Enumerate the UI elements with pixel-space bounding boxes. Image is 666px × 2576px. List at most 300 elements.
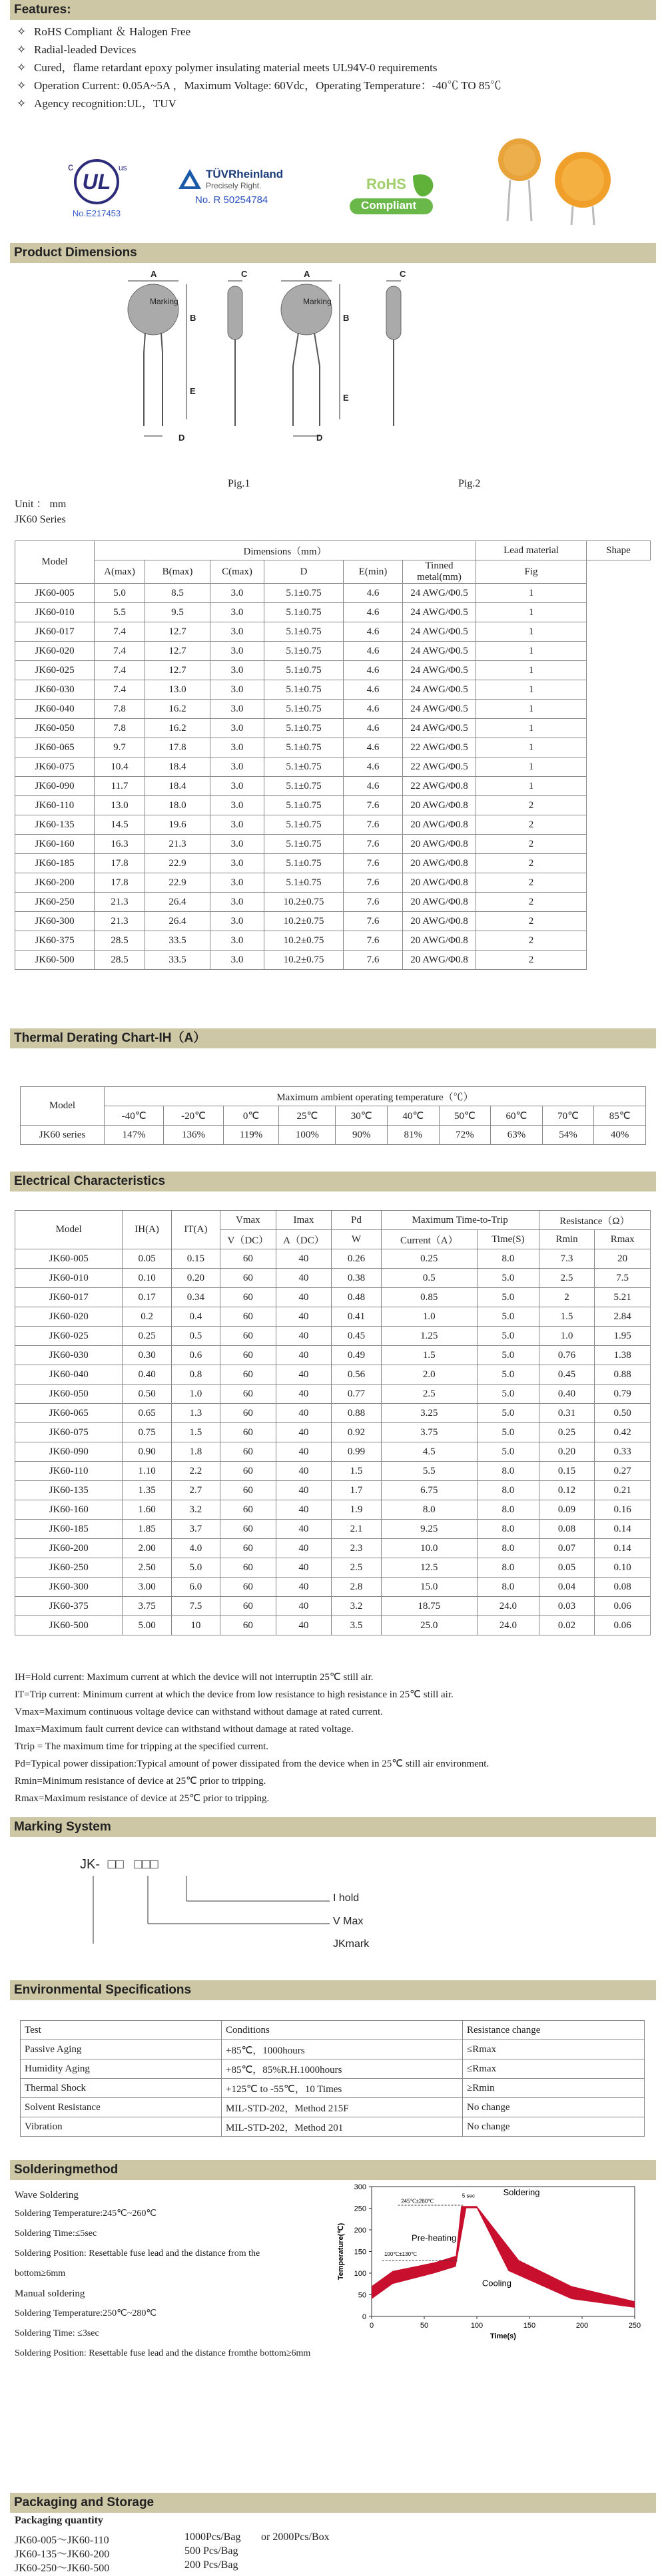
elec-cell-imax: 40 xyxy=(276,1578,332,1597)
elec-cell-ih: 1.60 xyxy=(123,1500,171,1520)
dim-cell-d: 5.1±0.75 xyxy=(264,622,344,642)
dim-cell-b: 22.9 xyxy=(145,854,210,873)
thermal-value: 100% xyxy=(279,1126,336,1145)
elec-cell-rmax: 20 xyxy=(595,1249,651,1269)
elec-cell-time: 5.0 xyxy=(477,1365,539,1385)
ptc-fuse-photo-icon xyxy=(480,133,633,226)
dim-cell-d: 5.1±0.75 xyxy=(264,584,344,603)
dim-cell-lead: 22 AWG/Φ0.5 xyxy=(403,738,476,757)
elec-cell-ih: 0.2 xyxy=(123,1307,171,1327)
soldering-line: Soldering Position: Resettable fuse lead and the distance from the xyxy=(15,2249,260,2258)
thermal-col-model: Model xyxy=(21,1087,105,1126)
elec-cell-ih: 0.10 xyxy=(123,1269,171,1288)
dim-cell-d: 10.2±0.75 xyxy=(264,951,344,970)
packaging-range: JK60-005～JK60-110 xyxy=(15,2535,109,2546)
elec-cell-current: 0.85 xyxy=(381,1288,477,1307)
y-tick-label: 0 xyxy=(362,2313,366,2321)
thermal-temp: 70℃ xyxy=(542,1106,594,1126)
table-row xyxy=(15,584,651,603)
table-row xyxy=(15,1558,651,1578)
elec-cell-current: 25.0 xyxy=(381,1616,477,1635)
elec-cell-pd: 0.48 xyxy=(332,1288,381,1307)
elec-cell-ih: 0.65 xyxy=(123,1404,171,1423)
elec-cell-imax: 40 xyxy=(276,1558,332,1578)
dim-cell-fig: 1 xyxy=(476,680,587,700)
marking-jk-label: JKmark xyxy=(333,1938,370,1950)
dim-cell-model: JK60-110 xyxy=(15,796,95,815)
elec-cell-current: 1.0 xyxy=(381,1307,477,1327)
elec-cell-imax: 40 xyxy=(276,1423,332,1442)
dim-cell-lead: 20 AWG/Φ0.8 xyxy=(403,951,476,970)
dim-cell-model: JK60-010 xyxy=(15,603,95,622)
thermal-temp: 85℃ xyxy=(594,1106,646,1126)
soldering-line: Wave Soldering xyxy=(15,2190,79,2201)
dim-cell-c: 3.0 xyxy=(210,835,264,854)
dim-cell-b: 18.4 xyxy=(145,757,210,777)
elec-cell-it: 0.15 xyxy=(171,1249,220,1269)
col-lead: Lead material xyxy=(476,541,587,560)
dim-cell-a: 7.8 xyxy=(95,700,145,719)
env-cell: No change xyxy=(463,2098,645,2117)
col-model: Model xyxy=(15,541,95,584)
soldering-line: Soldering Temperature:245℃~260℃ xyxy=(15,2209,157,2219)
elec-cell-model: JK60-050 xyxy=(15,1385,123,1404)
feature-item: ✧ Agency recognition:UL，TUV xyxy=(17,95,501,112)
dim-cell-fig: 2 xyxy=(476,835,587,854)
elec-col-ih: IH(A) xyxy=(123,1211,171,1249)
elec-cell-rmax: 0.14 xyxy=(595,1520,651,1539)
elec-cell-rmax: 1.95 xyxy=(595,1327,651,1346)
env-cell: Thermal Shock xyxy=(21,2079,222,2098)
dim-cell-fig: 2 xyxy=(476,912,587,931)
elec-cell-time: 8.0 xyxy=(477,1249,539,1269)
env-cell: ≤Rmax xyxy=(463,2059,645,2079)
dim-cell-c: 3.0 xyxy=(210,661,264,680)
dim-cell-b: 16.2 xyxy=(145,719,210,738)
elec-cell-time: 8.0 xyxy=(477,1558,539,1578)
elec-cell-vmax: 60 xyxy=(220,1597,276,1616)
dim-cell-c: 3.0 xyxy=(210,700,264,719)
table-row xyxy=(15,1500,651,1520)
marking-vmax-label: V Max xyxy=(333,1916,364,1927)
elec-cell-imax: 40 xyxy=(276,1288,332,1307)
elec-cell-time: 5.0 xyxy=(477,1385,539,1404)
dim-cell-e: 7.6 xyxy=(344,854,403,873)
dim-letter-a2: A xyxy=(304,269,310,279)
table-row xyxy=(15,1307,651,1327)
fig1-marking-label: Marking xyxy=(150,297,178,306)
elec-cell-vmax: 60 xyxy=(220,1307,276,1327)
dim-cell-c: 3.0 xyxy=(210,622,264,642)
tuv-name: TÜVRheinland xyxy=(206,168,284,180)
elec-cell-ih: 1.85 xyxy=(123,1520,171,1539)
elec-cell-model: JK60-200 xyxy=(15,1539,123,1558)
dimension-drawings xyxy=(113,266,460,446)
rohs-logo xyxy=(346,169,440,216)
elec-cell-time: 8.0 xyxy=(477,1500,539,1520)
col-e: E(min) xyxy=(344,560,403,584)
dim-cell-model: JK60-017 xyxy=(15,622,95,642)
dim-cell-model: JK60-005 xyxy=(15,584,95,603)
elec-cell-current: 2.5 xyxy=(381,1385,477,1404)
table-row xyxy=(15,854,651,873)
dim-cell-fig: 1 xyxy=(476,584,587,603)
dim-cell-b: 12.7 xyxy=(145,642,210,661)
soldering-line: Soldering Temperature:250℃~280℃ xyxy=(15,2308,157,2318)
table-row xyxy=(15,1616,651,1635)
svg-text:c: c xyxy=(68,162,73,173)
elec-cell-imax: 40 xyxy=(276,1346,332,1365)
elec-cell-rmax: 1.38 xyxy=(595,1346,651,1365)
dim-cell-e: 4.6 xyxy=(344,603,403,622)
elec-cell-rmin: 0.12 xyxy=(539,1481,595,1500)
elec-cell-pd: 0.49 xyxy=(332,1346,381,1365)
elec-cell-model: JK60-185 xyxy=(15,1520,123,1539)
table-row xyxy=(15,642,651,661)
elec-cell-model: JK60-020 xyxy=(15,1307,123,1327)
env-cell: ≥Rmin xyxy=(463,2079,645,2098)
dim-cell-d: 5.1±0.75 xyxy=(264,777,344,796)
elec-col-it: IT(A) xyxy=(171,1211,220,1249)
dim-cell-b: 26.4 xyxy=(145,912,210,931)
note-pd: Pd=Typical power dissipation:Typical amount of power dissipated from the device when in 25℃ still air environment. xyxy=(15,1759,490,1769)
elec-cell-rmin: 0.04 xyxy=(539,1578,595,1597)
environmental-table xyxy=(20,2020,645,2137)
note-vmax: Vmax=Maximum continuous voltage device can withstand without damage at rated current. xyxy=(15,1707,383,1717)
y-tick-label: 250 xyxy=(354,2205,366,2213)
dim-cell-fig: 2 xyxy=(476,854,587,873)
elec-cell-ih: 0.05 xyxy=(123,1249,171,1269)
note-ih: IH=Hold current: Maximum current at which the device will not interruptin 25℃ still air. xyxy=(15,1672,374,1683)
table-row xyxy=(21,2079,645,2098)
elec-cell-model: JK60-005 xyxy=(15,1249,123,1269)
elec-cell-vmax: 60 xyxy=(220,1423,276,1442)
table-row xyxy=(15,1327,651,1346)
dim-cell-model: JK60-090 xyxy=(15,777,95,796)
elec-cell-vmax: 60 xyxy=(220,1346,276,1365)
x-tick-label: 50 xyxy=(420,2322,429,2330)
elec-cell-rmin: 0.31 xyxy=(539,1404,595,1423)
thermal-value: 147% xyxy=(105,1126,164,1145)
fig2-side-view xyxy=(386,281,401,426)
elec-cell-rmin: 0.02 xyxy=(539,1616,595,1635)
elec-cell-pd: 3.2 xyxy=(332,1597,381,1616)
elec-cell-time: 8.0 xyxy=(477,1520,539,1539)
elec-cell-imax: 40 xyxy=(276,1462,332,1481)
dim-cell-lead: 20 AWG/Φ0.8 xyxy=(403,893,476,912)
annotation-peak-temp: 245℃±260℃ xyxy=(401,2198,434,2205)
elec-cell-rmax: 0.42 xyxy=(595,1423,651,1442)
dim-cell-model: JK60-030 xyxy=(15,680,95,700)
env-cell: MIL-STD-202，Method 201 xyxy=(222,2117,463,2137)
col-tinned: Tinned metal(mm) xyxy=(403,560,476,584)
fig2-marking-label: Marking xyxy=(303,297,332,306)
table-row xyxy=(15,951,651,970)
annotation-preheating: Pre-heating xyxy=(412,2233,457,2243)
elec-cell-time: 5.0 xyxy=(477,1327,539,1346)
elec-cell-it: 1.8 xyxy=(171,1442,220,1462)
dim-cell-c: 3.0 xyxy=(210,738,264,757)
product-photo xyxy=(480,133,633,226)
dim-cell-b: 17.8 xyxy=(145,738,210,757)
elec-cell-rmin: 0.25 xyxy=(539,1423,595,1442)
env-cell: +125℃ to -55℃，10 Times xyxy=(222,2079,463,2098)
dim-cell-b: 19.6 xyxy=(145,815,210,835)
dim-cell-c: 3.0 xyxy=(210,603,264,622)
elec-cell-time: 8.0 xyxy=(477,1462,539,1481)
table-row xyxy=(15,700,651,719)
elec-cell-rmin: 7.3 xyxy=(539,1249,595,1269)
elec-cell-time: 5.0 xyxy=(477,1346,539,1365)
dim-cell-model: JK60-500 xyxy=(15,951,95,970)
dim-cell-a: 10.4 xyxy=(95,757,145,777)
dim-cell-b: 21.3 xyxy=(145,835,210,854)
elec-cell-time: 5.0 xyxy=(477,1288,539,1307)
elec-cell-imax: 40 xyxy=(276,1500,332,1520)
packaging-qty: 200 Pcs/Bag xyxy=(184,2559,238,2571)
dim-letter-b: B xyxy=(190,313,196,323)
dim-cell-e: 7.6 xyxy=(344,815,403,835)
elec-cell-current: 0.5 xyxy=(381,1269,477,1288)
table-row xyxy=(15,1404,651,1423)
elec-cell-model: JK60-250 xyxy=(15,1558,123,1578)
tuv-triangle-icon xyxy=(176,166,203,193)
table-row xyxy=(15,603,651,622)
elec-cell-rmax: 0.27 xyxy=(595,1462,651,1481)
diamond-bullet-icon: ✧ xyxy=(17,97,27,110)
elec-cell-rmin: 2 xyxy=(539,1288,595,1307)
marking-title: Marking System xyxy=(10,1817,656,1837)
thermal-value: 54% xyxy=(542,1126,594,1145)
table-row xyxy=(15,661,651,680)
elec-cell-vmax: 60 xyxy=(220,1269,276,1288)
dim-cell-d: 5.1±0.75 xyxy=(264,661,344,680)
dim-cell-model: JK60-160 xyxy=(15,835,95,854)
dim-letter-d2: D xyxy=(316,433,323,443)
dim-cell-e: 7.6 xyxy=(344,893,403,912)
elec-cell-rmax: 0.21 xyxy=(595,1481,651,1500)
elec-cell-imax: 40 xyxy=(276,1520,332,1539)
dim-cell-lead: 24 AWG/Φ0.5 xyxy=(403,584,476,603)
thermal-value: 72% xyxy=(439,1126,491,1145)
annotation-5sec: 5 sec xyxy=(462,2193,476,2199)
unit-label: Unit ： mm xyxy=(15,499,67,510)
elec-cell-vmax: 60 xyxy=(220,1327,276,1346)
dim-letter-e2: E xyxy=(343,393,349,403)
dim-cell-model: JK60-065 xyxy=(15,738,95,757)
dim-cell-lead: 24 AWG/Φ0.5 xyxy=(403,680,476,700)
elec-cell-model: JK60-110 xyxy=(15,1462,123,1481)
dim-cell-c: 3.0 xyxy=(210,642,264,661)
dim-cell-model: JK60-020 xyxy=(15,642,95,661)
elec-cell-pd: 0.56 xyxy=(332,1365,381,1385)
elec-cell-current: 8.0 xyxy=(381,1500,477,1520)
elec-cell-rmin: 0.40 xyxy=(539,1385,595,1404)
note-rmin: Rmin=Minimum resistance of device at 25℃ prior to tripping. xyxy=(15,1776,266,1787)
env-col-conditions: Conditions xyxy=(222,2021,463,2040)
annotation-soldering: Soldering xyxy=(503,2187,540,2197)
dim-cell-d: 5.1±0.75 xyxy=(264,815,344,835)
dim-cell-b: 33.5 xyxy=(145,931,210,951)
elec-cell-model: JK60-160 xyxy=(15,1500,123,1520)
thermal-row-label: JK60 series xyxy=(21,1126,105,1145)
elec-cell-time: 5.0 xyxy=(477,1307,539,1327)
dim-cell-a: 5.0 xyxy=(95,584,145,603)
table-row xyxy=(15,835,651,854)
elec-cell-it: 1.5 xyxy=(171,1423,220,1442)
dimensions-table xyxy=(15,540,651,970)
thermal-title: Thermal Derating Chart-IH（A） xyxy=(10,1028,656,1048)
svg-text:us: us xyxy=(119,163,127,172)
dim-cell-c: 3.0 xyxy=(210,815,264,835)
packaging-alt: or 2000Pcs/Box xyxy=(261,2531,330,2543)
elec-cell-ih: 0.50 xyxy=(123,1385,171,1404)
table-row xyxy=(15,1365,651,1385)
dim-letter-d: D xyxy=(178,433,185,443)
dim-cell-a: 21.3 xyxy=(95,893,145,912)
env-cell: ≤Rmax xyxy=(463,2040,645,2059)
elec-cell-vmax: 60 xyxy=(220,1404,276,1423)
elec-cell-pd: 2.5 xyxy=(332,1558,381,1578)
elec-cell-current: 1.25 xyxy=(381,1327,477,1346)
env-cell: Solvent Resistance xyxy=(21,2098,222,2117)
elec-col-res: Resistance（Ω） xyxy=(539,1211,650,1230)
marking-ihold-label: I hold xyxy=(333,1892,360,1904)
dim-cell-c: 3.0 xyxy=(210,873,264,893)
y-tick-label: 50 xyxy=(358,2291,366,2300)
dim-cell-lead: 24 AWG/Φ0.5 xyxy=(403,661,476,680)
dim-cell-d: 5.1±0.75 xyxy=(264,680,344,700)
tuv-number: No. R 50254784 xyxy=(195,194,268,206)
table-row xyxy=(21,2117,645,2137)
elec-cell-current: 6.75 xyxy=(381,1481,477,1500)
dim-cell-fig: 2 xyxy=(476,815,587,835)
dim-cell-a: 7.4 xyxy=(95,622,145,642)
elec-cell-it: 0.8 xyxy=(171,1365,220,1385)
elec-cell-current: 18.75 xyxy=(381,1597,477,1616)
elec-cell-model: JK60-300 xyxy=(15,1578,123,1597)
dimensions-title: Product Dimensions xyxy=(10,243,656,263)
dim-cell-b: 18.4 xyxy=(145,777,210,796)
table-row xyxy=(15,757,651,777)
table-row xyxy=(15,1385,651,1404)
tuv-tagline: Precisely Right. xyxy=(206,181,262,190)
elec-cell-imax: 40 xyxy=(276,1307,332,1327)
feature-item: ✧ Cured，flame retardant epoxy polymer insulating material meets UL94V-0 requirements xyxy=(17,59,501,77)
elec-cell-vmax: 60 xyxy=(220,1539,276,1558)
elec-cell-imax: 40 xyxy=(276,1597,332,1616)
soldering-text xyxy=(15,2187,348,2364)
elec-cell-it: 10 xyxy=(171,1616,220,1635)
table-row xyxy=(15,719,651,738)
table-row xyxy=(15,796,651,815)
elec-cell-vmax: 60 xyxy=(220,1462,276,1481)
table-row xyxy=(15,1288,651,1307)
dim-cell-d: 5.1±0.75 xyxy=(264,854,344,873)
elec-cell-time: 8.0 xyxy=(477,1539,539,1558)
soldering-line: Soldering Time:≤5sec xyxy=(15,2229,97,2239)
electrical-notes xyxy=(15,1671,654,1809)
elec-cell-it: 3.7 xyxy=(171,1520,220,1539)
packaging-title: Packaging and Storage xyxy=(10,2493,656,2513)
table-row xyxy=(15,1462,651,1481)
dim-cell-a: 16.3 xyxy=(95,835,145,854)
elec-cell-rmax: 0.06 xyxy=(595,1616,651,1635)
marking-vmax-boxes: □□ xyxy=(107,1857,124,1872)
dim-cell-b: 9.5 xyxy=(145,603,210,622)
elec-cell-current: 0.25 xyxy=(381,1249,477,1269)
dim-cell-c: 3.0 xyxy=(210,854,264,873)
dim-cell-e: 4.6 xyxy=(344,757,403,777)
dim-cell-b: 12.7 xyxy=(145,622,210,642)
dim-cell-a: 21.3 xyxy=(95,912,145,931)
elec-cell-imax: 40 xyxy=(276,1385,332,1404)
elec-cell-ih: 0.25 xyxy=(123,1327,171,1346)
elec-cell-imax: 40 xyxy=(276,1365,332,1385)
elec-cell-current: 12.5 xyxy=(381,1558,477,1578)
dim-cell-d: 10.2±0.75 xyxy=(264,931,344,951)
elec-cell-vmax: 60 xyxy=(220,1249,276,1269)
elec-cell-pd: 0.99 xyxy=(332,1442,381,1462)
dim-cell-c: 3.0 xyxy=(210,777,264,796)
dim-cell-a: 28.5 xyxy=(95,931,145,951)
elec-cell-pd: 1.9 xyxy=(332,1500,381,1520)
fig1-caption: Pig.1 xyxy=(228,478,250,489)
elec-col-current: Current（A） xyxy=(381,1230,477,1249)
thermal-temp: 60℃ xyxy=(491,1106,543,1126)
thermal-temp: 40℃ xyxy=(388,1106,440,1126)
dim-cell-fig: 1 xyxy=(476,719,587,738)
dim-cell-b: 26.4 xyxy=(145,893,210,912)
elec-cell-it: 2.7 xyxy=(171,1481,220,1500)
thermal-temp: 25℃ xyxy=(279,1106,336,1126)
dim-cell-d: 5.1±0.75 xyxy=(264,719,344,738)
elec-cell-rmin: 0.05 xyxy=(539,1558,595,1578)
env-cell: +85℃，1000hours xyxy=(222,2040,463,2059)
elec-cell-rmax: 0.16 xyxy=(595,1500,651,1520)
dim-cell-model: JK60-025 xyxy=(15,661,95,680)
elec-cell-model: JK60-030 xyxy=(15,1346,123,1365)
elec-cell-model: JK60-075 xyxy=(15,1423,123,1442)
elec-cell-rmin: 0.76 xyxy=(539,1346,595,1365)
elec-cell-pd: 0.41 xyxy=(332,1307,381,1327)
dim-cell-d: 5.1±0.75 xyxy=(264,642,344,661)
elec-cell-current: 9.25 xyxy=(381,1520,477,1539)
packaging-row xyxy=(15,2559,414,2573)
env-cell: Vibration xyxy=(21,2117,222,2137)
packaging-range: JK60-250～JK60-500 xyxy=(15,2563,110,2574)
dim-cell-lead: 20 AWG/Φ0.8 xyxy=(403,931,476,951)
dim-cell-a: 28.5 xyxy=(95,951,145,970)
dim-cell-d: 5.1±0.75 xyxy=(264,603,344,622)
elec-cell-time: 24.0 xyxy=(477,1616,539,1635)
electrical-table xyxy=(15,1210,651,1635)
dim-cell-a: 7.8 xyxy=(95,719,145,738)
elec-col-vmax: Vmax xyxy=(220,1211,276,1230)
elec-cell-it: 6.0 xyxy=(171,1578,220,1597)
dim-cell-a: 7.4 xyxy=(95,642,145,661)
dim-cell-e: 7.6 xyxy=(344,835,403,854)
fig2-caption: Pig.2 xyxy=(458,478,481,489)
table-row xyxy=(21,2098,645,2117)
dim-cell-model: JK60-050 xyxy=(15,719,95,738)
x-tick-label: 150 xyxy=(523,2322,536,2330)
note-imax: Imax=Maximum fault current device can withstand without damage at rated voltage. xyxy=(15,1724,354,1735)
dim-cell-fig: 1 xyxy=(476,603,587,622)
dim-cell-lead: 20 AWG/Φ0.8 xyxy=(403,815,476,835)
elec-cell-vmax: 60 xyxy=(220,1365,276,1385)
elec-cell-ih: 1.35 xyxy=(123,1481,171,1500)
